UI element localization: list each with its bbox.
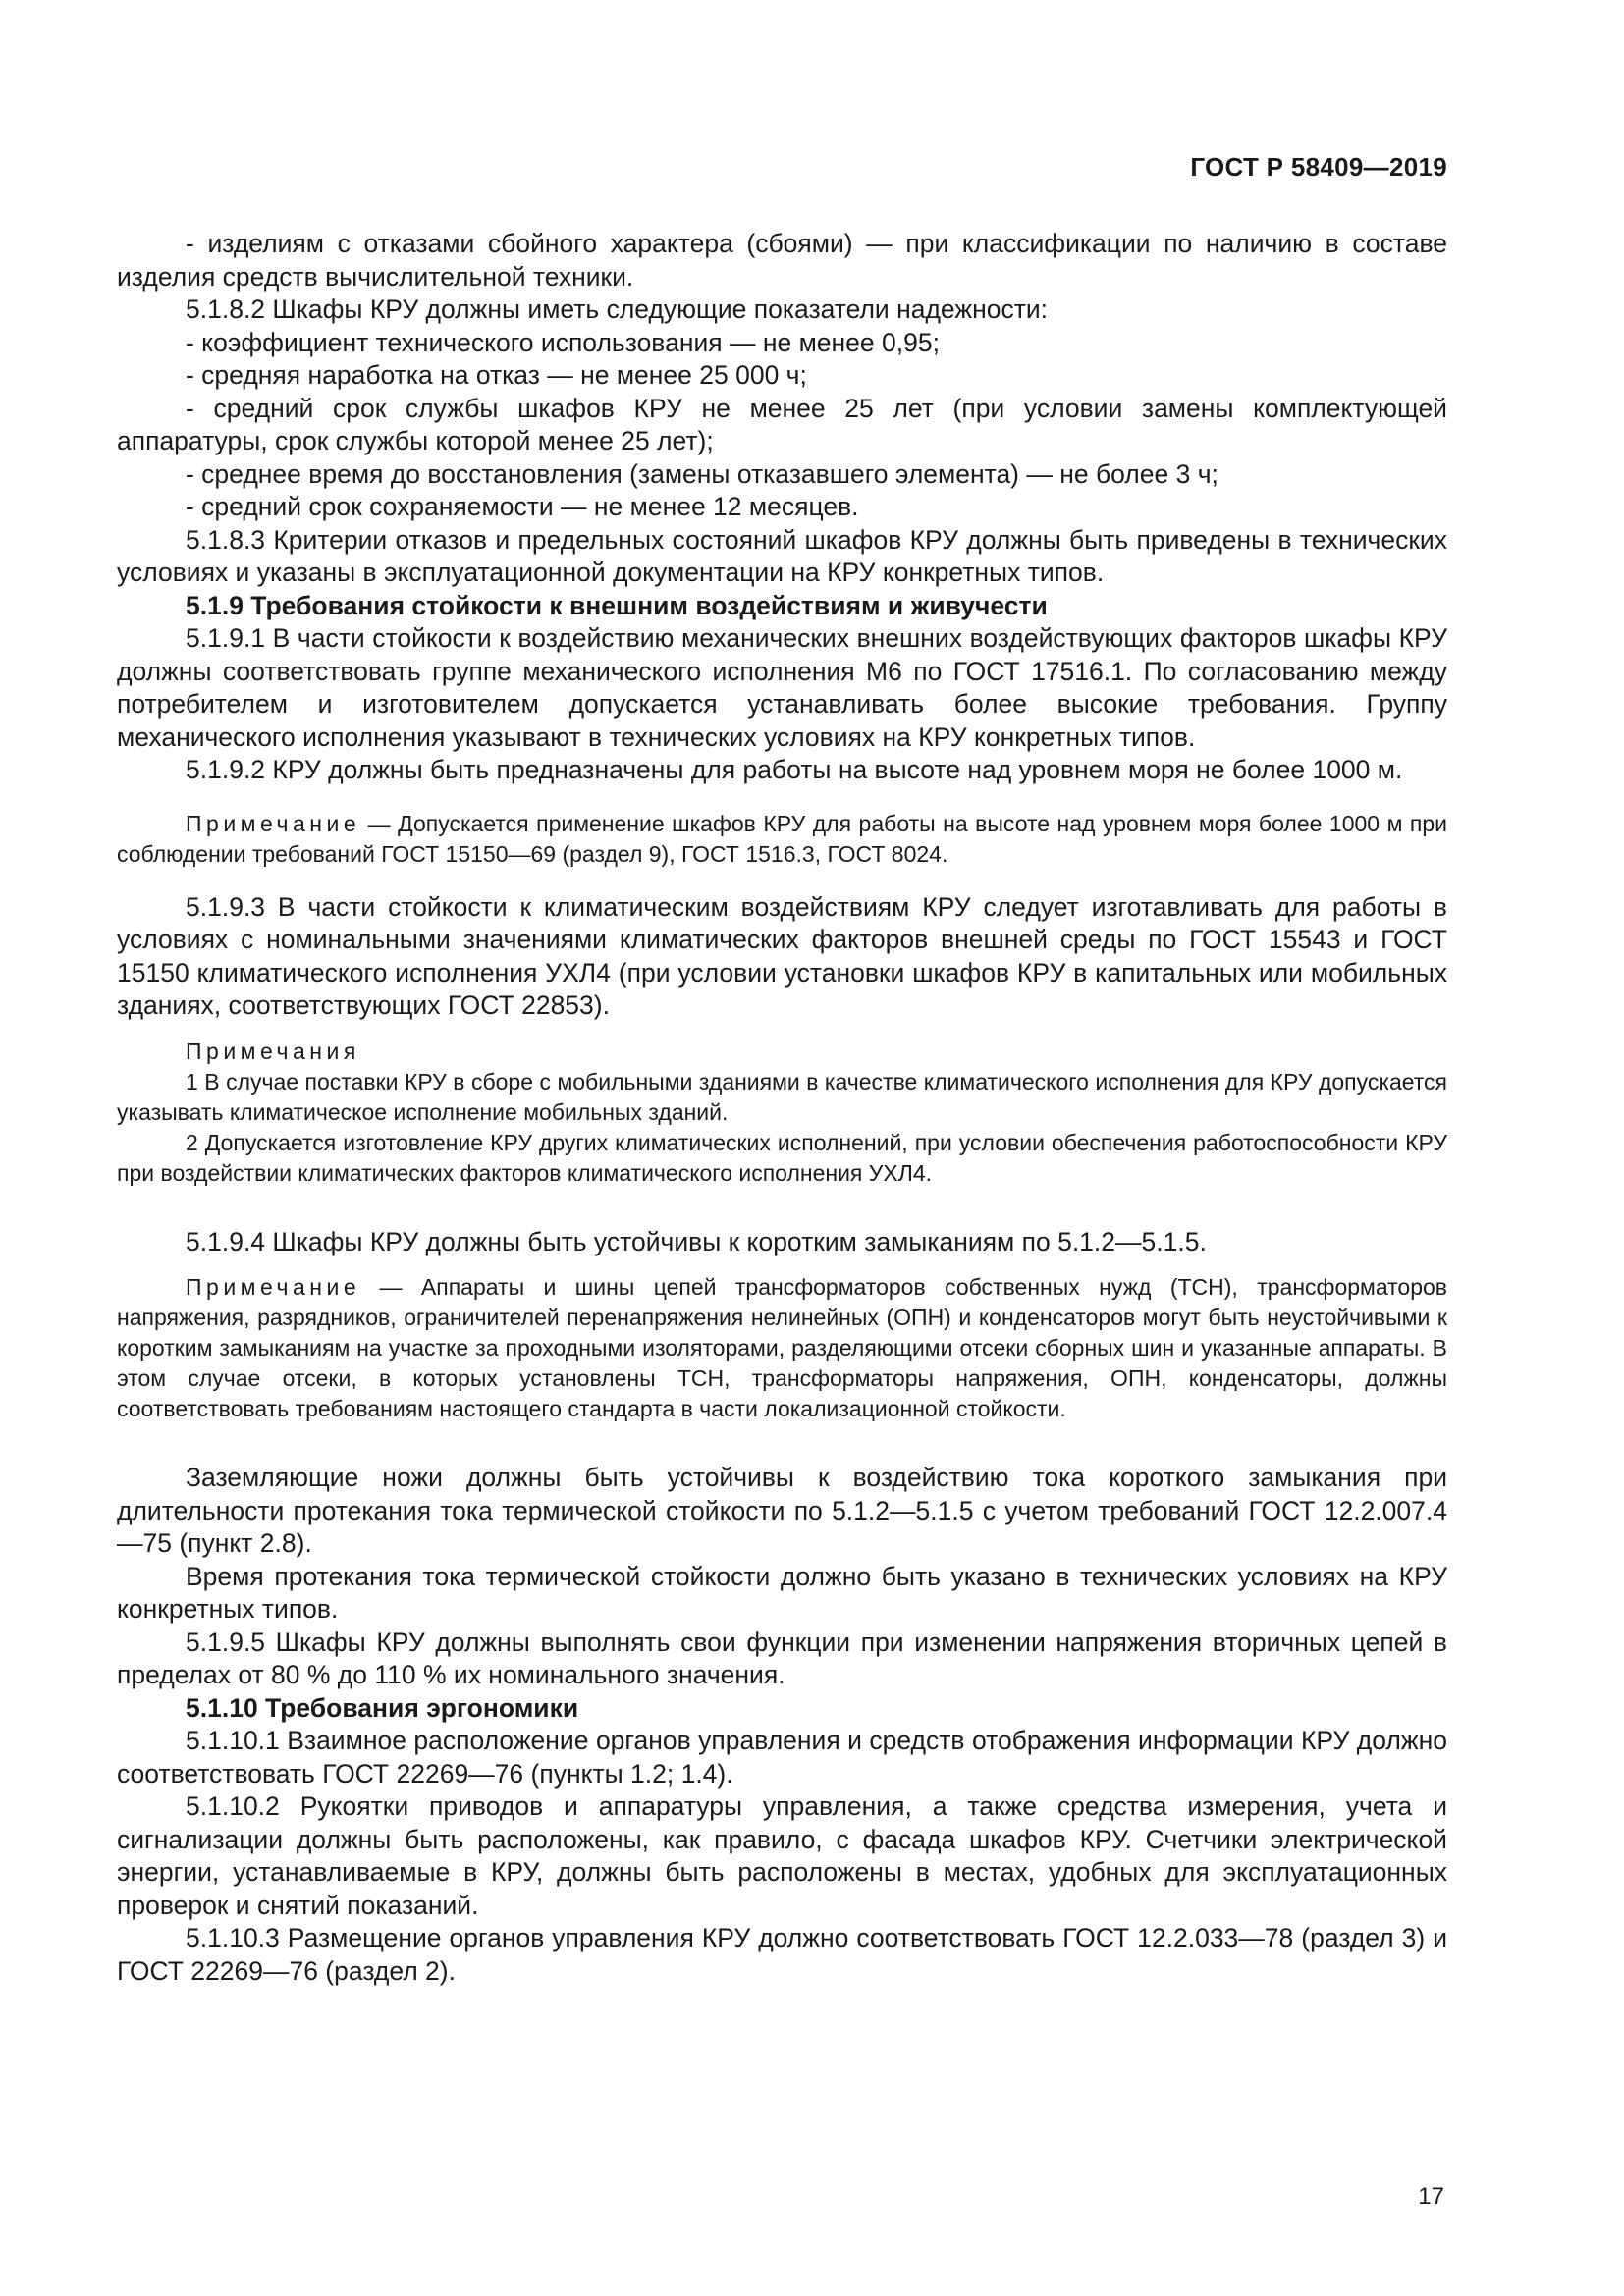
paragraph: 5.1.9.3 В части стойкости к климатическим воздействиям КРУ следует изготавливать для работы в условиях с номинальными значениями климатических факторов внешней среды по ГОСТ 15543 и ГОСТ 15150 климатического исполнения УХЛ4 (при условии установки шкафов КРУ в капитальных или мобильных зданиях, соответствующих ГОСТ 22853).	[117, 891, 1447, 1020]
paragraph: 5.1.10.3 Размещение органов управления КРУ должно соответствовать ГОСТ 12.2.033—78 (раздел 3) и ГОСТ 22269—76 (раздел 2).	[117, 1923, 1447, 1986]
notes-label: Примечания	[186, 1038, 360, 1064]
note-text: — Допускается применение шкафов КРУ для работы на высоте над уровнем моря более 1000 м при соблюдении требований ГОСТ 15150—69 (раздел 9), ГОСТ 1516.3, ГОСТ 8024.	[117, 810, 1447, 867]
list-item: - среднее время до восстановления (замены отказавшего элемента) — не более 3 ч;	[186, 458, 1218, 489]
note-item: 1 В случае поставки КРУ в сборе с мобильными зданиями в качестве климатического исполнения для КРУ допускается указывать климатическое исполнение мобильных зданий.	[117, 1068, 1447, 1125]
paragraph: 5.1.8.2 Шкафы КРУ должны иметь следующие показатели надежности:	[186, 294, 1049, 324]
note-label: Примечание	[186, 810, 361, 836]
note-item: 2 Допускается изготовление КРУ других климатических исполнений, при условии обеспечения работоспособности КРУ при воздействии климатических факторов климатического исполнения УХЛ4.	[117, 1129, 1447, 1186]
paragraph: 5.1.9.4 Шкафы КРУ должны быть устойчивы к коротким замыканиям по 5.1.2—5.1.5.	[186, 1226, 1207, 1256]
note	[117, 809, 1447, 870]
paragraph: - изделиям с отказами сбойного характера (сбоями) — при классификации по наличию в составе изделия средств вычислительной техники.	[117, 229, 1447, 292]
paragraph: 5.1.9.5 Шкафы КРУ должны выполнять свои функции при изменении напряжения вторичных цепей в пределах от 80 % до 110 % их номинального значения.	[117, 1627, 1447, 1689]
section-heading: 5.1.10 Требования эргономики	[186, 1692, 579, 1723]
paragraph: 5.1.8.3 Критерии отказов и предельных состояний шкафов КРУ должны быть приведены в технических условиях и указаны в эксплуатационной документации на КРУ конкретных типов.	[117, 524, 1447, 587]
paragraph: Заземляющие ножи должны быть устойчивы к воздействию тока короткого замыкания при длительности протекания тока термической стойкости по 5.1.2—5.1.5 с учетом требований ГОСТ 12.2.007.4—75 (пункт 2.8).	[117, 1463, 1447, 1558]
page-content	[117, 228, 1447, 1988]
paragraph: 5.1.10.1 Взаимное расположение органов управления и средств отображения информации КРУ должно соответствовать ГОСТ 22269—76 (пункты 1.2; 1.4).	[117, 1726, 1447, 1789]
note-text: — Аппараты и шины цепей трансформаторов собственных нужд (ТСН), трансформаторов напряжения, разрядников, ограничителей перенапряжения нелинейных (ОПН) и конденсаторов могут быть неустойчивыми к коротким замыканиям на участке за проходными изоляторами, разделяющими отсеки сборных шин и указанные аппараты. В этом случае отсеки, в которых установлены ТСН, трансформаторы напряжения, ОПН, конденсаторы, должны соответствовать требованиям настоящего стандарта в части локализационной стойкости.	[117, 1274, 1447, 1421]
paragraph: 5.1.9.1 В части стойкости к воздействию механических внешних воздействующих факторов шкафы КРУ должны соответствовать группе механического исполнения М6 по ГОСТ 17516.1. По согласованию между потребителем и изготовителем допускается устанавливать более высокие требования. Группу механического исполнения указывают в технических условиях на КРУ конкретных типов.	[117, 623, 1447, 752]
section-heading: 5.1.9 Требования стойкости к внешним воздействиям и живучести	[186, 590, 1048, 620]
paragraph: Время протекания тока термической стойкости должно быть указано в технических условиях на КРУ конкретных типов.	[117, 1561, 1447, 1624]
list-item: - коэффициент технического использования — не менее 0,95;	[186, 327, 940, 357]
document-standard-id: ГОСТ Р 58409—2019	[1190, 152, 1447, 182]
list-item: - средняя наработка на отказ — не менее 25 000 ч;	[186, 360, 807, 390]
note	[117, 1272, 1447, 1424]
page-number: 17	[1418, 2183, 1444, 2210]
paragraph: 5.1.9.2 КРУ должны быть предназначены для работы на высоте над уровнем моря не более 1000 м.	[186, 755, 1403, 784]
list-item: - средний срок сохраняемости — не менее 12 месяцев.	[186, 492, 859, 521]
list-item: - средний срок службы шкафов КРУ не менее 25 лет (при условии замены комплектующей аппаратуры, срок службы которой менее 25 лет);	[117, 393, 1447, 455]
paragraph: 5.1.10.2 Рукоятки приводов и аппаратуры управления, а также средства измерения, учета и сигнализации должны быть расположены, как правило, с фасада шкафов КРУ. Счетчики электрической энергии, устанавливаемые в КРУ, должны быть расположены в местах, удобных для эксплуатационных проверок и снятий показаний.	[117, 1791, 1447, 1920]
note-label: Примечание	[186, 1274, 361, 1300]
